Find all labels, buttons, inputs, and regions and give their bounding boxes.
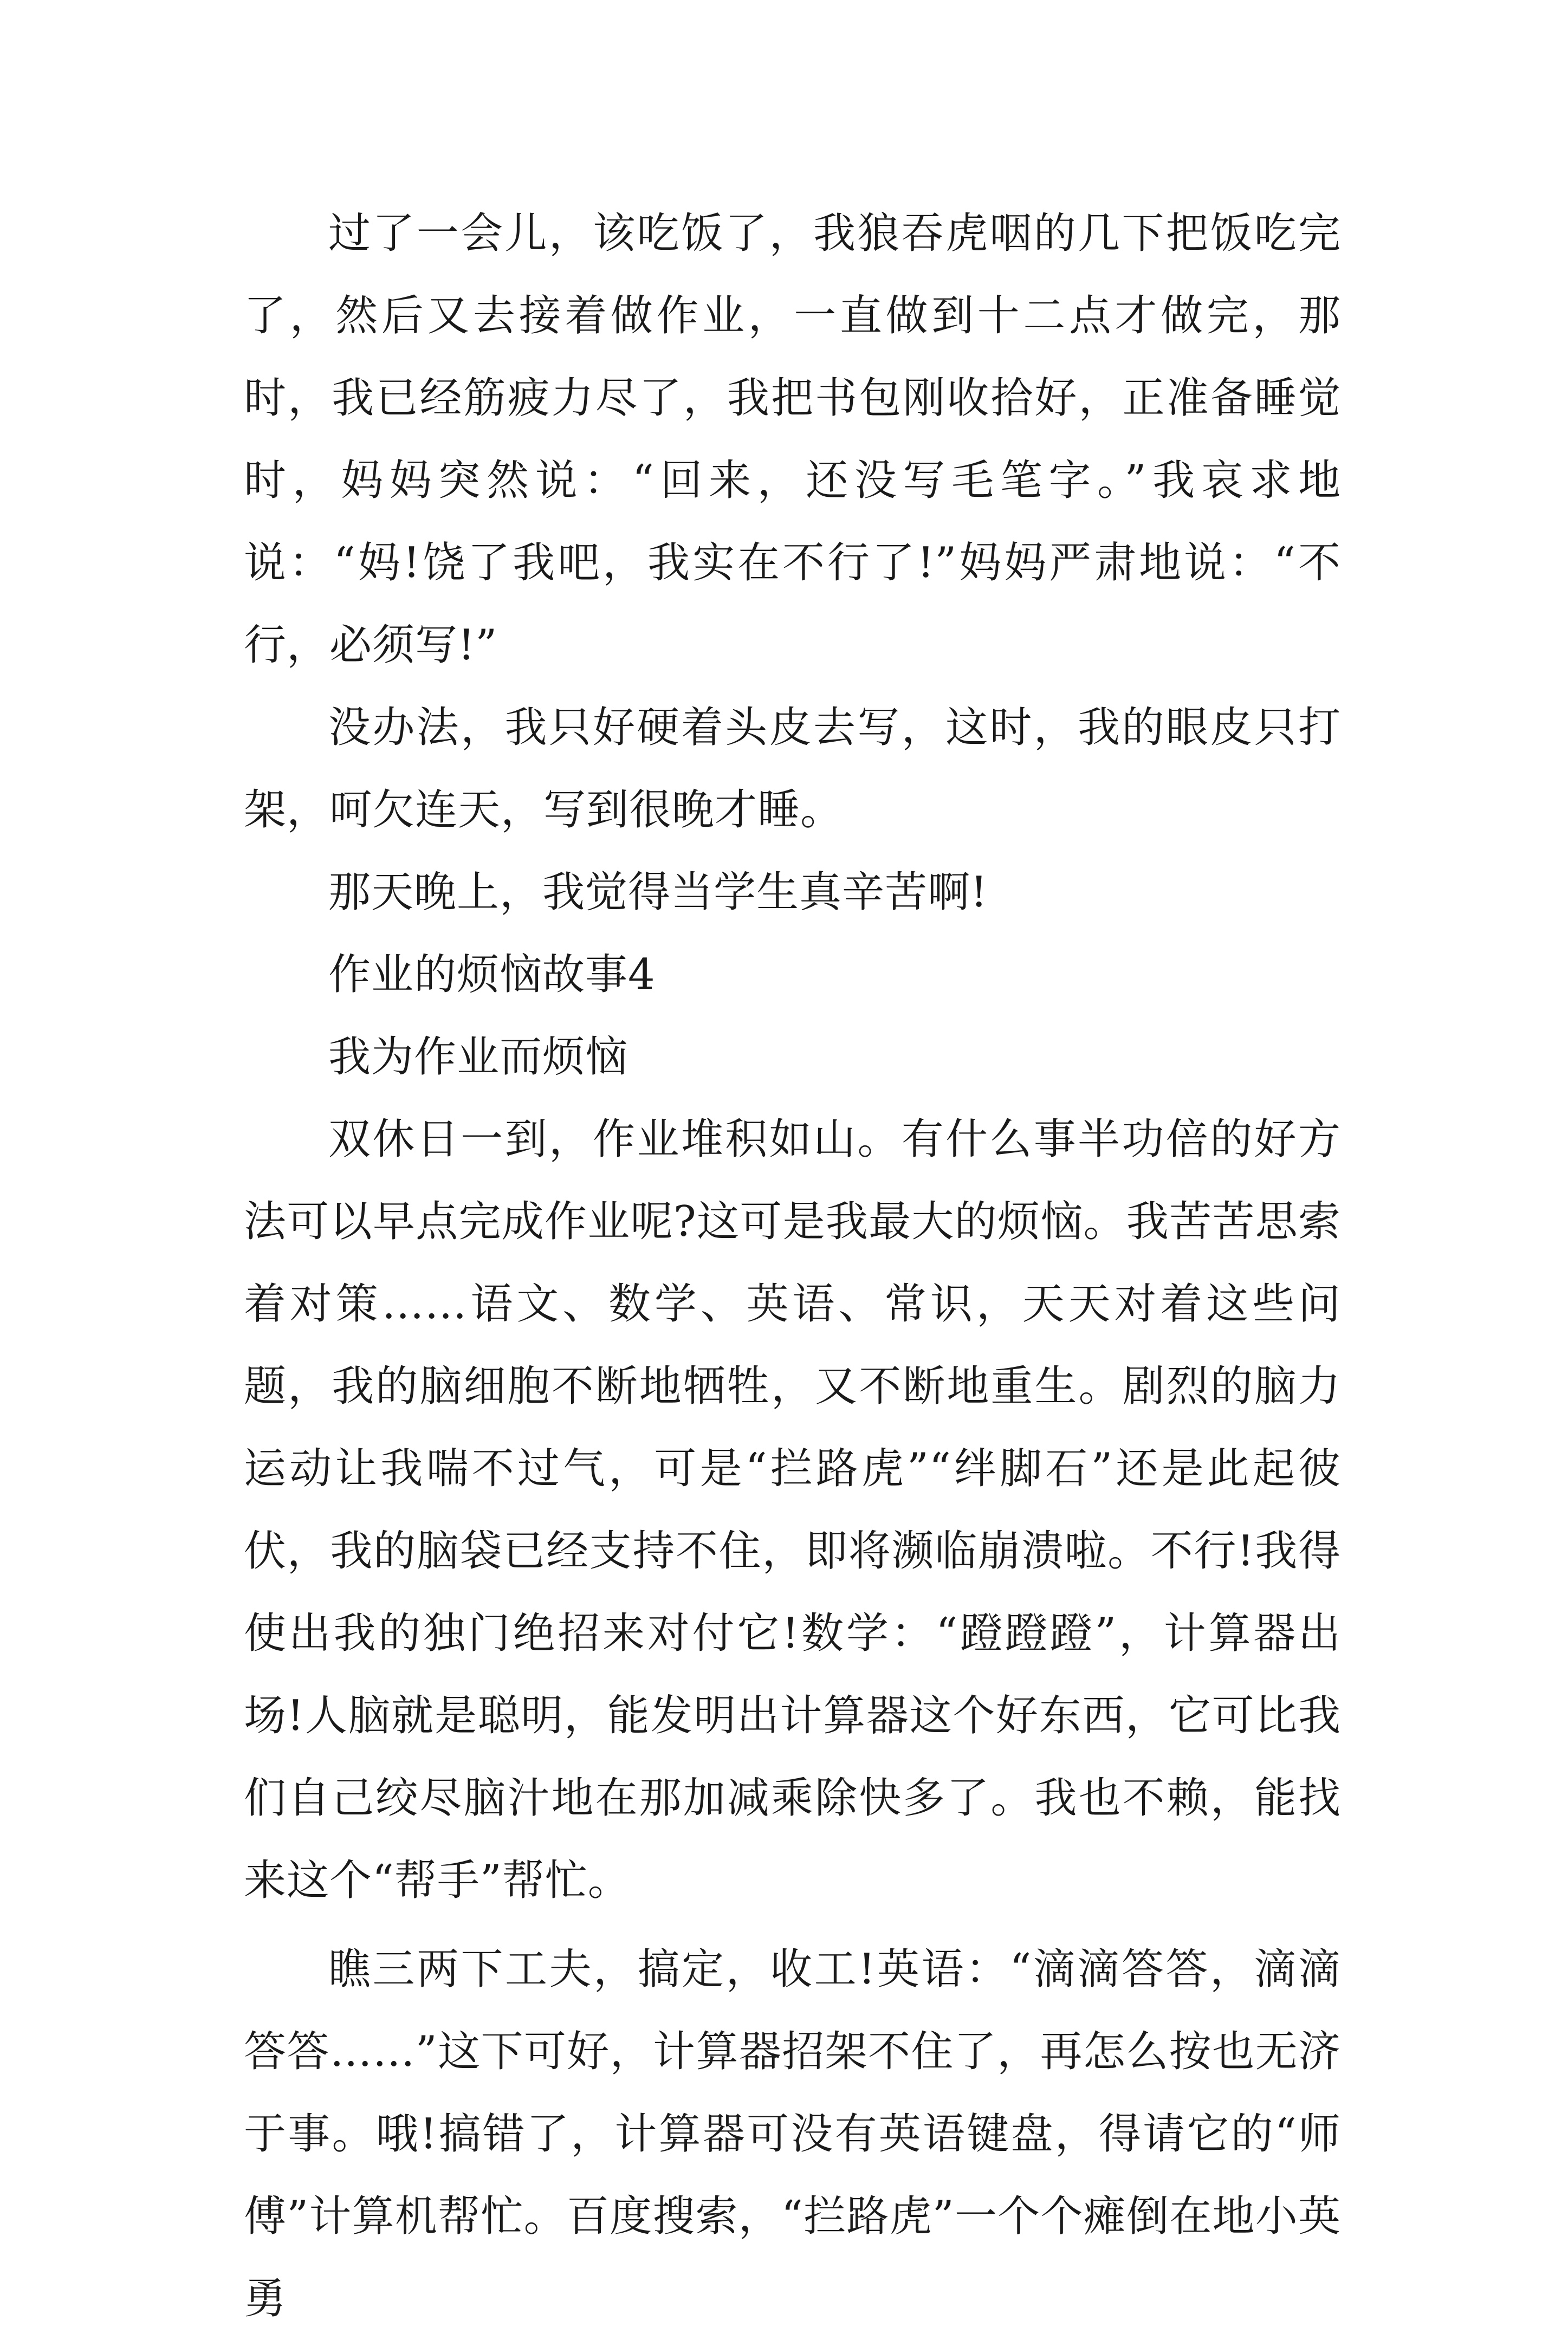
essay-title: 我为作业而烦恼 (328, 1033, 629, 1081)
section-heading: 作业的烦恼故事4 (328, 950, 656, 999)
paragraph: 那天晚上，我觉得当学生真辛苦啊! (328, 868, 988, 917)
document-body (244, 192, 1341, 2340)
paragraph: 双休日一到，作业堆积如山。有什么事半功倍的好方法可以早点完成作业呢?这可是我最大的烦恼。我苦苦思索着对策……语文、数学、英语、常识，天天对着这些问题，我的脑细胞不断地牺牲，又不断地重生。剧烈的脑力运动让我喘不过气，可是“拦路虎”“绊脚石”还是此起彼伏，我的脑袋已经支持不住，即将濒临崩溃啦。不行!我得使出我的独门绝招来对付它!数学：“蹬蹬蹬”，计算器出场!人脑就是聪明，能发明出计算器这个好东西，它可比我们自己绞尽脑汁地在那加减乘除快多了。我也不赖，能找来这个“帮手”帮忙。 (244, 1115, 1341, 1905)
paragraph: 没办法，我只好硬着头皮去写，这时，我的眼皮只打架，呵欠连天，写到很晚才睡。 (244, 703, 1341, 834)
paragraph: 瞧三两下工夫，搞定，收工!英语：“滴滴答答，滴滴答答……”这下可好，计算器招架不住了，再怎么按也无济于事。哦!搞错了，计算器可没有英语键盘，得请它的“师傅”计算机帮忙。百度搜索，“拦路虎”一个个瘫倒在地小英勇 (244, 1945, 1341, 2323)
paragraph: 过了一会儿，该吃饭了，我狼吞虎咽的几下把饭吃完了，然后又去接着做作业，一直做到十二点才做完，那时，我已经筋疲力尽了，我把书包刚收拾好，正准备睡觉时，妈妈突然说：“回来，还没写毛笔字。”我哀求地说：“妈!饶了我吧，我实在不行了!”妈妈严肃地说：“不行，必须写!” (244, 209, 1341, 670)
